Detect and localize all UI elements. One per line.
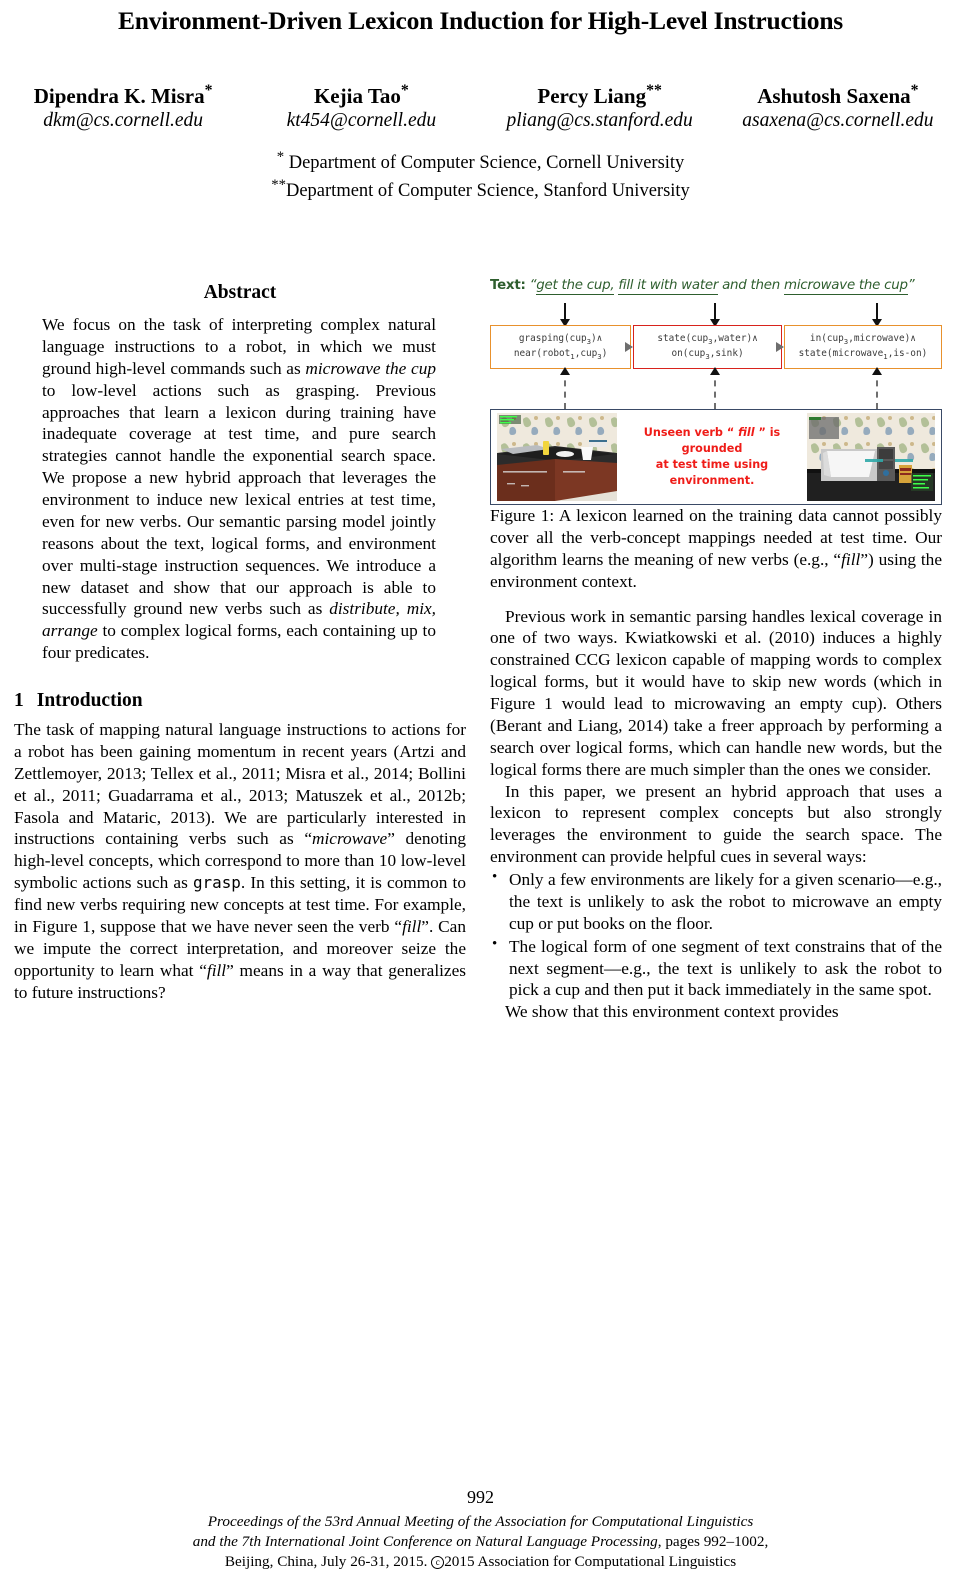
footer-line-2: and the 7th International Joint Conference on Natural Language Processing, pages 992–1002, <box>192 1533 769 1551</box>
copyright-icon: c <box>431 1556 444 1569</box>
environment-cues-list <box>490 869 942 1001</box>
intro-paragraph-3: In this paper, we present an hybrid approach that uses a lexicon to represent complex concepts but also strongly leverages the environment to guide the search space. The environment can provide helpful cues in several ways: <box>490 781 942 867</box>
proceedings-footer <box>0 1512 961 1573</box>
logical-form-line: state(cup$_3$,water)∧ <box>657 332 758 346</box>
affiliation-line: * Department of Computer Science, Cornell University <box>276 149 685 174</box>
annotation-verb: fill <box>738 425 755 439</box>
figure-caption: Figure 1: A lexicon learned on the training data cannot possibly cover all the verb-concept mappings needed at test time. Our algorithm learns the meaning of new verbs (e.g., “fill”) using the environment context. <box>490 506 942 591</box>
logical-form-row <box>490 325 942 369</box>
author-name: Dipendra K. Misra* <box>33 82 213 108</box>
down-arrow-2 <box>714 303 716 325</box>
logical-form-box-2 <box>633 325 782 369</box>
author-email: kt454@cornell.edu <box>286 110 437 131</box>
inline-emphasis: microwave <box>312 829 388 849</box>
abstract-paragraph: We focus on the task of interpreting complex natural language instructions to a robot, in which we must ground high-level commands such as microwave the cup to low-level actions such as grasping. Previous approaches that learn a lexicon during training have inadequate coverage at test time, and pure search strategies cannot handle the exponential search space. We propose a new hybrid approach that leverages the environment to induce new lexical entries at test time, even for new verbs. Our semantic parsing model jointly reasons about the text, logical forms, and environment over multi-stage instruction sequences. We introduce a new dataset and show that our approach is able to successfully ground new verbs such as distribute, mix, arrange to complex logical forms, each containing up to four predicates. <box>42 315 436 663</box>
text-to-logicalform-arrows <box>490 303 942 325</box>
author-affiliation-mark: * <box>400 82 409 99</box>
logical-form-line: grasping(cup$_3$)∧ <box>518 332 603 346</box>
intro-paragraph-1: The task of mapping natural language instructions to actions for a robot has been gaining momentum in recent years (Artzi and Zettlemoyer, 2013; Tellex et al., 2011; Misra et al., 2014; Bollini et al., 2011; Guadarrama et al., 2013; Matuszek et al., 2012b; Fasola and Mataric, 2013). We are particularly interested in instructions containing verbs such as “microwave” denoting high-level concepts, which correspond to more than 10 low-level symbolic actions such as grasp. In this setting, it is common to find new verbs requiring new concepts at test time. For example, in Figure 1, suppose that we have never seen the verb “fill”. Can we impute the correct interpretation, and moreover seize the opportunity to learn what “fill” means in a way that generalizes to future instructions? <box>14 720 467 1002</box>
author-list <box>4 82 957 132</box>
author-affiliation-mark: * <box>910 82 919 99</box>
author-name: Kejia Tao* <box>313 82 409 108</box>
two-column-body <box>0 278 961 1023</box>
annotation-line-2: at test time using environment. <box>655 458 769 488</box>
author-email: pliang@cs.stanford.edu <box>506 110 693 131</box>
dashed-up-arrow-1 <box>564 369 566 409</box>
down-arrow-3 <box>876 303 878 325</box>
environment-image-kitchen-counter <box>497 413 617 501</box>
text-segment-1: get the cup, <box>536 278 615 293</box>
affiliations <box>0 148 961 204</box>
dashed-up-arrow-2 <box>714 369 716 409</box>
figure-text-label: Text: <box>490 278 526 293</box>
page-title: Environment-Driven Lexicon Induction for High-Level Instructions <box>117 6 844 35</box>
microwave-render <box>807 413 935 501</box>
close-quote: ” <box>907 278 915 293</box>
author-entry <box>242 82 480 132</box>
intro-paragraph-4: We show that this environment context provides <box>505 1002 839 1022</box>
right-column <box>490 278 942 1023</box>
figure-text-line <box>490 278 942 293</box>
figure-1 <box>490 278 942 593</box>
environment-panel <box>490 409 942 505</box>
caption-emphasis: fill <box>841 549 861 569</box>
list-item: • Only a few environments are likely for a given scenario—e.g., the text is unlikely to ask the robot to microwave an empty cup or put books on the floor. <box>490 869 942 935</box>
author-entry <box>719 82 957 132</box>
abstract-heading: Abstract <box>203 282 277 303</box>
unseen-verb-annotation: Unseen verb “ fill ” is grounded at test time using environment. <box>643 425 781 488</box>
open-quote: “ <box>529 278 537 293</box>
logical-form-line: near(robot$_1$,cup$_3$) <box>513 348 608 361</box>
section-number: 1 <box>14 690 24 711</box>
inline-emphasis: fill <box>402 916 422 936</box>
segment-connector: and then <box>718 278 785 293</box>
author-email: dkm@cs.cornell.edu <box>43 110 204 131</box>
section-heading-introduction <box>14 690 466 712</box>
text-segment-2: fill it with water <box>618 278 719 293</box>
inline-emphasis: fill <box>206 960 227 980</box>
footer-line-1: Proceedings of the 53rd Annual Meeting of the Association for Computational Linguistics <box>207 1513 754 1530</box>
footer-line-3: Beijing, China, July 26-31, 2015. c 2015 Association for Computational Linguistics <box>224 1553 737 1571</box>
logical-form-box-3 <box>784 325 942 369</box>
author-entry <box>481 82 719 132</box>
left-column <box>14 278 466 1023</box>
author-email: asaxena@cs.cornell.edu <box>742 110 934 131</box>
author-entry <box>4 82 242 132</box>
author-affiliation-mark: * <box>204 82 213 99</box>
page-number: 992 <box>467 1487 494 1507</box>
affiliation-line: **Department of Computer Science, Stanford University <box>271 176 690 201</box>
down-arrow-1 <box>564 303 566 325</box>
logical-form-box-1 <box>490 325 631 369</box>
abstract-body <box>42 314 436 664</box>
author-name: Ashutosh Saxena* <box>757 82 919 108</box>
list-item: • The logical form of one segment of text constrains that of the next segment—e.g., the text is unlikely to ask the robot to pick a cup and then put it back immediately in the same spot. <box>490 936 942 1002</box>
dashed-up-arrow-3 <box>876 369 878 409</box>
intro-paragraph-2: Previous work in semantic parsing handles lexical coverage in one of two ways. Kwiatkowski et al. (2010) induces a highly constrained CCG lexicon capable of mapping words to complex logical forms, but it would have to skip new words (which in Figure 1 would lead to microwaving an empty cup). Others (Berant and Liang, 2014) take a freer approach by performing a search over logical forms, which can handle new words, but the logical forms there are much simpler than the ones we consider. <box>490 606 942 779</box>
abstract-emphasis: distribute, mix, arrange <box>42 599 436 641</box>
environment-to-logicalform-arrows <box>490 369 942 409</box>
logical-form-line: state(microwave$_1$,is-on) <box>798 348 928 361</box>
abstract-emphasis: microwave the cup <box>305 358 436 378</box>
section-title: Introduction <box>36 690 143 711</box>
environment-image-microwave <box>807 413 935 501</box>
author-affiliation-mark: ** <box>646 82 662 99</box>
author-name: Percy Liang** <box>537 82 662 108</box>
text-segment-3: microwave the cup <box>784 278 908 293</box>
kitchen-counter-render <box>497 413 617 501</box>
logical-form-line: in(cup$_3$,microwave)∧ <box>809 332 916 346</box>
inline-code: grasp <box>192 873 241 893</box>
logical-form-line: on(cup$_3$,sink) <box>671 348 744 361</box>
